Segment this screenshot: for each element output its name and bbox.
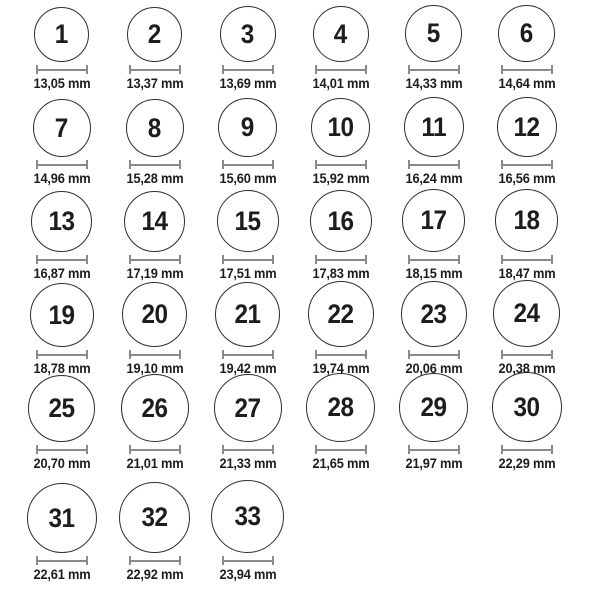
ring-circle [34,7,89,62]
ring-size-number: 15 [234,205,261,236]
measure-tick-right-icon [272,556,274,565]
measure-line [222,69,274,71]
diameter-measure-line [315,255,367,264]
ring-size-number: 19 [48,299,75,330]
ring-circle [220,6,276,62]
ring-circle [306,373,375,442]
ring-size-cell [480,5,573,92]
ring-size-number: 16 [327,205,354,236]
diameter-label: 21,97 mm [405,456,462,472]
diameter-measure-line [129,556,181,565]
ring-size-number: 13 [48,206,75,237]
ring-circle [495,189,558,252]
diameter-label: 14,33 mm [405,76,462,92]
ring-size-number: 23 [420,298,447,329]
diameter-label: 17,83 mm [312,266,369,282]
ring-size-cell [294,281,387,377]
diameter-label: 14,01 mm [312,76,369,92]
measure-line [501,354,553,356]
ring-circle [492,372,562,442]
measure-tick-right-icon [86,556,88,565]
ring-size-number: 18 [513,205,540,236]
diameter-label: 15,60 mm [219,171,276,187]
ring-size-number: 22 [327,298,354,329]
measure-line [408,259,460,261]
measure-tick-right-icon [86,65,88,74]
ring-circle [404,97,464,157]
measure-line [36,259,88,261]
ring-size-cell [387,189,480,282]
ring-size-cell [15,283,108,377]
ring-circle [311,98,370,157]
ring-size-row [15,282,600,377]
ring-circle [127,7,182,62]
ring-circle [28,375,95,442]
ring-size-number: 30 [513,391,540,422]
diameter-label: 16,87 mm [33,266,90,282]
ring-size-cell [15,375,108,472]
ring-size-cell [480,372,573,472]
measure-line [222,449,274,451]
measure-tick-right-icon [179,255,181,264]
measure-tick-right-icon [179,65,181,74]
measure-tick-right-icon [458,255,460,264]
ring-size-row [15,4,600,92]
diameter-label: 14,64 mm [498,76,555,92]
ring-circle [405,5,462,62]
ring-size-number: 24 [513,298,540,329]
ring-size-cell [108,191,201,282]
measure-line [222,354,274,356]
measure-line [222,560,274,562]
diameter-measure-line [501,445,553,454]
measure-line [36,69,88,71]
measure-tick-right-icon [365,160,367,169]
measure-line [408,449,460,451]
measure-tick-right-icon [272,255,274,264]
measure-tick-right-icon [458,160,460,169]
ring-size-number: 31 [48,502,75,533]
measure-line [129,560,181,562]
diameter-label: 18,15 mm [405,266,462,282]
ring-circle [122,282,187,347]
ring-circle [124,191,185,252]
ring-size-number: 12 [513,111,540,142]
measure-tick-right-icon [458,65,460,74]
ring-circle [493,280,560,347]
ring-size-cell [294,190,387,282]
diameter-measure-line [36,556,88,565]
ring-size-cell [15,483,108,583]
diameter-label: 14,96 mm [33,171,90,187]
ring-size-cell [108,482,201,583]
ring-size-number: 33 [234,501,261,532]
diameter-label: 13,05 mm [33,76,90,92]
diameter-measure-line [36,350,88,359]
ring-size-number: 32 [141,502,168,533]
ring-size-number: 7 [54,112,69,143]
ring-size-cell [480,189,573,282]
ring-circle [498,5,555,62]
ring-size-number: 5 [426,18,441,49]
diameter-measure-line [408,445,460,454]
ring-size-cell [294,98,387,187]
ring-size-number: 4 [333,18,348,49]
diameter-label: 15,92 mm [312,171,369,187]
ring-size-row [15,92,600,187]
ring-size-number: 10 [327,112,354,143]
diameter-label: 18,78 mm [33,361,90,377]
diameter-measure-line [408,65,460,74]
measure-line [315,164,367,166]
measure-line [129,354,181,356]
diameter-label: 19,74 mm [312,361,369,377]
diameter-measure-line [222,445,274,454]
ring-size-number: 9 [240,112,255,143]
measure-tick-right-icon [179,556,181,565]
measure-line [315,69,367,71]
ring-circle [121,374,189,442]
measure-tick-right-icon [365,445,367,454]
ring-circle [308,281,374,347]
diameter-measure-line [408,350,460,359]
measure-line [501,449,553,451]
ring-size-number: 21 [234,299,261,330]
diameter-label: 19,42 mm [219,361,276,377]
ring-size-number: 2 [147,19,162,50]
diameter-label: 17,51 mm [219,266,276,282]
ring-size-cell [387,281,480,377]
measure-line [501,164,553,166]
ring-size-cell [201,282,294,377]
measure-tick-right-icon [272,445,274,454]
measure-line [315,354,367,356]
measure-tick-right-icon [551,65,553,74]
ring-size-number: 25 [48,393,75,424]
diameter-label: 21,33 mm [219,456,276,472]
ring-size-cell [201,480,294,583]
diameter-measure-line [408,160,460,169]
ring-circle [402,189,465,252]
ring-circle [310,190,372,252]
ring-size-cell [108,99,201,187]
diameter-measure-line [222,556,274,565]
diameter-measure-line [501,160,553,169]
diameter-measure-line [501,255,553,264]
ring-circle [215,282,280,347]
measure-line [501,259,553,261]
ring-circle [497,97,557,157]
diameter-measure-line [36,160,88,169]
measure-line [501,69,553,71]
ring-size-number: 6 [519,18,534,49]
diameter-label: 20,70 mm [33,456,90,472]
diameter-label: 20,06 mm [405,361,462,377]
ring-circle [119,482,190,553]
ring-circle [217,190,279,252]
measure-tick-right-icon [272,160,274,169]
measure-tick-right-icon [458,350,460,359]
measure-tick-right-icon [86,255,88,264]
diameter-label: 13,69 mm [219,76,276,92]
diameter-measure-line [501,65,553,74]
diameter-measure-line [222,65,274,74]
ring-size-cell [387,97,480,187]
ring-size-number: 8 [147,112,162,143]
ring-size-cell [294,6,387,92]
ring-circle [399,373,468,442]
measure-line [129,164,181,166]
diameter-measure-line [315,350,367,359]
diameter-measure-line [315,65,367,74]
ring-circle [30,283,94,347]
ring-size-cell [201,98,294,187]
ring-size-number: 27 [234,392,261,423]
diameter-measure-line [222,255,274,264]
ring-size-row [15,377,600,472]
measure-line [408,69,460,71]
ring-size-cell [480,280,573,377]
ring-circle [211,480,284,553]
measure-line [315,449,367,451]
diameter-label: 23,94 mm [219,567,276,583]
measure-tick-right-icon [272,65,274,74]
diameter-measure-line [36,255,88,264]
diameter-measure-line [408,255,460,264]
measure-tick-right-icon [551,445,553,454]
diameter-label: 17,19 mm [126,266,183,282]
ring-size-cell [480,97,573,187]
ring-size-number: 28 [327,392,354,423]
ring-size-row [15,472,600,583]
ring-size-cell [201,6,294,92]
diameter-measure-line [129,445,181,454]
ring-circle [126,99,184,157]
diameter-measure-line [501,350,553,359]
measure-line [408,354,460,356]
measure-tick-right-icon [86,445,88,454]
ring-size-number: 11 [421,111,446,142]
ring-size-cell [15,99,108,187]
ring-circle [31,191,92,252]
diameter-label: 19,10 mm [126,361,183,377]
ring-size-cell [15,7,108,92]
measure-tick-right-icon [272,350,274,359]
ring-size-number: 29 [420,392,447,423]
ring-size-number: 1 [54,19,69,50]
measure-line [315,259,367,261]
measure-line [36,560,88,562]
measure-tick-right-icon [458,445,460,454]
measure-tick-right-icon [365,350,367,359]
diameter-label: 13,37 mm [126,76,183,92]
diameter-label: 21,65 mm [312,456,369,472]
diameter-measure-line [129,350,181,359]
diameter-measure-line [222,160,274,169]
ring-circle [218,98,277,157]
diameter-measure-line [315,160,367,169]
diameter-measure-line [129,65,181,74]
measure-line [222,259,274,261]
measure-line [129,449,181,451]
measure-line [36,449,88,451]
diameter-measure-line [222,350,274,359]
ring-size-number: 17 [420,205,447,236]
ring-size-cell [108,7,201,92]
measure-tick-right-icon [551,255,553,264]
ring-circle [33,99,91,157]
measure-tick-right-icon [551,160,553,169]
diameter-label: 18,47 mm [498,266,555,282]
measure-line [36,354,88,356]
ring-size-number: 20 [141,299,168,330]
measure-tick-right-icon [179,350,181,359]
diameter-label: 21,01 mm [126,456,183,472]
ring-size-cell [294,373,387,472]
ring-size-number: 26 [141,392,168,423]
measure-tick-right-icon [551,350,553,359]
diameter-label: 22,29 mm [498,456,555,472]
diameter-measure-line [129,255,181,264]
ring-size-row [15,187,600,282]
measure-tick-right-icon [86,160,88,169]
ring-size-number: 14 [141,206,168,237]
ring-circle [27,483,97,553]
ring-size-cell [387,5,480,92]
diameter-label: 16,56 mm [498,171,555,187]
measure-line [129,259,181,261]
ring-size-cell [201,190,294,282]
ring-circle [401,281,467,347]
ring-size-cell [387,373,480,472]
measure-tick-right-icon [86,350,88,359]
measure-line [408,164,460,166]
diameter-label: 16,24 mm [405,171,462,187]
ring-size-cell [108,374,201,472]
diameter-label: 22,92 mm [126,567,183,583]
ring-circle [313,6,369,62]
diameter-label: 15,28 mm [126,171,183,187]
ring-size-cell [201,374,294,472]
ring-size-number: 3 [240,18,255,49]
ring-circle [214,374,282,442]
measure-tick-right-icon [179,445,181,454]
measure-tick-right-icon [365,65,367,74]
ring-size-cell [15,191,108,282]
diameter-measure-line [36,65,88,74]
diameter-measure-line [36,445,88,454]
diameter-label: 22,61 mm [33,567,90,583]
diameter-label: 20,38 mm [498,361,555,377]
ring-size-cell [108,282,201,377]
measure-line [36,164,88,166]
measure-tick-right-icon [365,255,367,264]
diameter-measure-line [129,160,181,169]
measure-line [129,69,181,71]
diameter-measure-line [315,445,367,454]
measure-line [222,164,274,166]
measure-tick-right-icon [179,160,181,169]
